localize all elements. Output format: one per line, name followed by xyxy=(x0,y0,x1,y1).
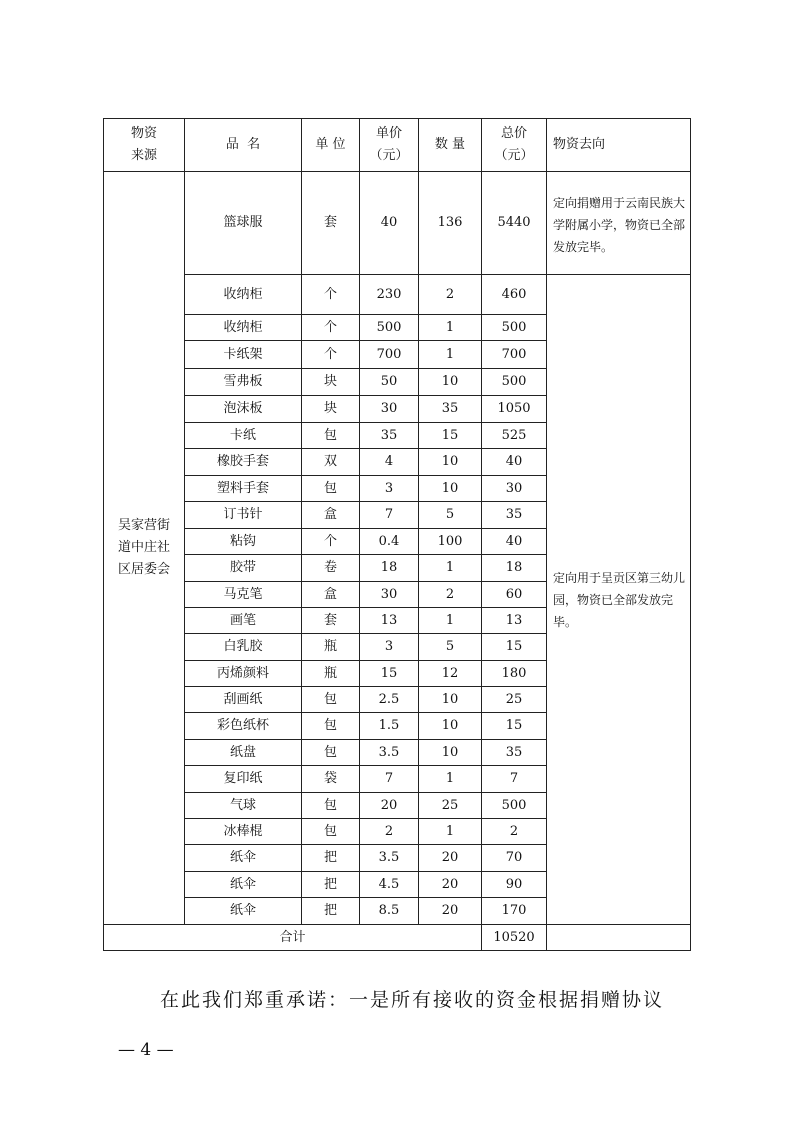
item-price: 3 xyxy=(360,634,419,661)
item-unit: 把 xyxy=(302,872,360,898)
item-qty: 10 xyxy=(419,369,482,396)
item-price: 3.5 xyxy=(360,845,419,872)
item-qty: 1 xyxy=(419,341,482,369)
header-qty: 数 量 xyxy=(419,119,482,172)
item-name: 卡纸 xyxy=(185,423,302,449)
item-name: 丙烯颜料 xyxy=(185,661,302,687)
item-qty: 20 xyxy=(419,872,482,898)
item-total: 170 xyxy=(482,898,547,925)
item-qty: 1 xyxy=(419,315,482,341)
item-name: 卡纸架 xyxy=(185,341,302,369)
item-unit: 把 xyxy=(302,898,360,925)
item-total: 40 xyxy=(482,449,547,476)
item-total: 70 xyxy=(482,845,547,872)
item-qty: 20 xyxy=(419,898,482,925)
item-name: 画笔 xyxy=(185,608,302,634)
item-price: 0.4 xyxy=(360,529,419,555)
item-unit: 个 xyxy=(302,315,360,341)
item-name: 胶带 xyxy=(185,555,302,582)
item-total: 500 xyxy=(482,315,547,341)
item-qty: 1 xyxy=(419,819,482,845)
item-unit: 包 xyxy=(302,687,360,713)
item-price: 40 xyxy=(360,172,419,275)
item-name: 塑料手套 xyxy=(185,476,302,502)
item-unit: 块 xyxy=(302,396,360,423)
item-name: 纸伞 xyxy=(185,845,302,872)
header-total: 总价 （元） xyxy=(482,119,547,172)
item-unit: 瓶 xyxy=(302,634,360,661)
item-qty: 2 xyxy=(419,275,482,315)
item-unit: 块 xyxy=(302,369,360,396)
item-qty: 20 xyxy=(419,845,482,872)
item-price: 3 xyxy=(360,476,419,502)
destination-note-1: 定向捐赠用于云南民族大学附属小学，物资已全部发放完毕。 xyxy=(547,172,691,275)
item-name: 橡胶手套 xyxy=(185,449,302,476)
page-number: — 4 — xyxy=(118,1040,174,1060)
item-qty: 136 xyxy=(419,172,482,275)
item-total: 500 xyxy=(482,793,547,819)
item-price: 7 xyxy=(360,766,419,793)
header-destination: 物资去向 xyxy=(547,119,691,172)
item-qty: 25 xyxy=(419,793,482,819)
item-name: 订书针 xyxy=(185,502,302,529)
item-price: 15 xyxy=(360,661,419,687)
item-unit: 包 xyxy=(302,740,360,766)
item-name: 彩色纸杯 xyxy=(185,713,302,740)
item-total: 525 xyxy=(482,423,547,449)
item-total: 60 xyxy=(482,582,547,608)
item-qty: 10 xyxy=(419,687,482,713)
total-value: 10520 xyxy=(482,925,547,951)
item-qty: 12 xyxy=(419,661,482,687)
item-price: 500 xyxy=(360,315,419,341)
item-price: 230 xyxy=(360,275,419,315)
total-row xyxy=(104,925,691,951)
item-name: 粘钩 xyxy=(185,529,302,555)
item-price: 7 xyxy=(360,502,419,529)
source-cell: 吴家营街 道中庄社 区居委会 xyxy=(104,172,185,925)
item-unit: 包 xyxy=(302,793,360,819)
body-paragraph: 在此我们郑重承诺：一是所有接收的资金根据捐赠协议 xyxy=(160,989,665,1011)
table-row xyxy=(104,275,691,315)
item-unit: 个 xyxy=(302,275,360,315)
item-total: 500 xyxy=(482,369,547,396)
item-total: 1050 xyxy=(482,396,547,423)
item-name: 收纳柜 xyxy=(185,275,302,315)
item-unit: 卷 xyxy=(302,555,360,582)
item-name: 收纳柜 xyxy=(185,315,302,341)
item-total: 40 xyxy=(482,529,547,555)
item-name: 气球 xyxy=(185,793,302,819)
table-row xyxy=(104,172,691,275)
item-qty: 35 xyxy=(419,396,482,423)
item-qty: 100 xyxy=(419,529,482,555)
item-price: 30 xyxy=(360,396,419,423)
item-unit: 把 xyxy=(302,845,360,872)
item-price: 18 xyxy=(360,555,419,582)
item-total: 25 xyxy=(482,687,547,713)
item-unit: 包 xyxy=(302,713,360,740)
item-unit: 袋 xyxy=(302,766,360,793)
item-unit: 个 xyxy=(302,529,360,555)
item-name: 纸伞 xyxy=(185,872,302,898)
item-qty: 1 xyxy=(419,555,482,582)
item-qty: 10 xyxy=(419,713,482,740)
item-price: 2.5 xyxy=(360,687,419,713)
item-qty: 10 xyxy=(419,449,482,476)
item-name: 马克笔 xyxy=(185,582,302,608)
item-price: 700 xyxy=(360,341,419,369)
item-total: 35 xyxy=(482,740,547,766)
total-destination-empty xyxy=(547,925,691,951)
item-price: 20 xyxy=(360,793,419,819)
item-total: 13 xyxy=(482,608,547,634)
destination-note-2: 定向用于呈贡区第三幼儿园，物资已全部发放完毕。 xyxy=(547,275,691,925)
item-total: 180 xyxy=(482,661,547,687)
header-name: 品 名 xyxy=(185,119,302,172)
item-unit: 包 xyxy=(302,819,360,845)
item-qty: 15 xyxy=(419,423,482,449)
item-price: 13 xyxy=(360,608,419,634)
item-price: 2 xyxy=(360,819,419,845)
item-price: 8.5 xyxy=(360,898,419,925)
item-name: 篮球服 xyxy=(185,172,302,275)
header-price: 单价 （元） xyxy=(360,119,419,172)
item-total: 700 xyxy=(482,341,547,369)
item-qty: 1 xyxy=(419,766,482,793)
item-price: 4.5 xyxy=(360,872,419,898)
item-total: 5440 xyxy=(482,172,547,275)
item-name: 复印纸 xyxy=(185,766,302,793)
header-unit: 单 位 xyxy=(302,119,360,172)
item-total: 35 xyxy=(482,502,547,529)
item-total: 15 xyxy=(482,634,547,661)
item-unit: 套 xyxy=(302,608,360,634)
item-price: 3.5 xyxy=(360,740,419,766)
item-name: 冰棒棍 xyxy=(185,819,302,845)
total-label: 合计 xyxy=(104,925,482,951)
item-unit: 包 xyxy=(302,476,360,502)
item-unit: 盒 xyxy=(302,502,360,529)
item-unit: 套 xyxy=(302,172,360,275)
item-name: 纸伞 xyxy=(185,898,302,925)
item-price: 50 xyxy=(360,369,419,396)
item-price: 30 xyxy=(360,582,419,608)
item-qty: 5 xyxy=(419,634,482,661)
item-name: 刮画纸 xyxy=(185,687,302,713)
header-source: 物资 来源 xyxy=(104,119,185,172)
item-total: 18 xyxy=(482,555,547,582)
item-name: 雪弗板 xyxy=(185,369,302,396)
item-price: 1.5 xyxy=(360,713,419,740)
header-row xyxy=(104,119,691,172)
item-name: 白乳胶 xyxy=(185,634,302,661)
item-qty: 1 xyxy=(419,608,482,634)
item-unit: 瓶 xyxy=(302,661,360,687)
item-total: 2 xyxy=(482,819,547,845)
item-price: 35 xyxy=(360,423,419,449)
item-qty: 2 xyxy=(419,582,482,608)
item-total: 15 xyxy=(482,713,547,740)
item-qty: 10 xyxy=(419,476,482,502)
item-price: 4 xyxy=(360,449,419,476)
item-total: 90 xyxy=(482,872,547,898)
item-qty: 5 xyxy=(419,502,482,529)
item-total: 460 xyxy=(482,275,547,315)
item-unit: 双 xyxy=(302,449,360,476)
item-unit: 包 xyxy=(302,423,360,449)
item-total: 7 xyxy=(482,766,547,793)
item-name: 纸盘 xyxy=(185,740,302,766)
item-name: 泡沫板 xyxy=(185,396,302,423)
item-qty: 10 xyxy=(419,740,482,766)
item-unit: 个 xyxy=(302,341,360,369)
item-unit: 盒 xyxy=(302,582,360,608)
donation-table xyxy=(103,118,691,951)
item-total: 30 xyxy=(482,476,547,502)
